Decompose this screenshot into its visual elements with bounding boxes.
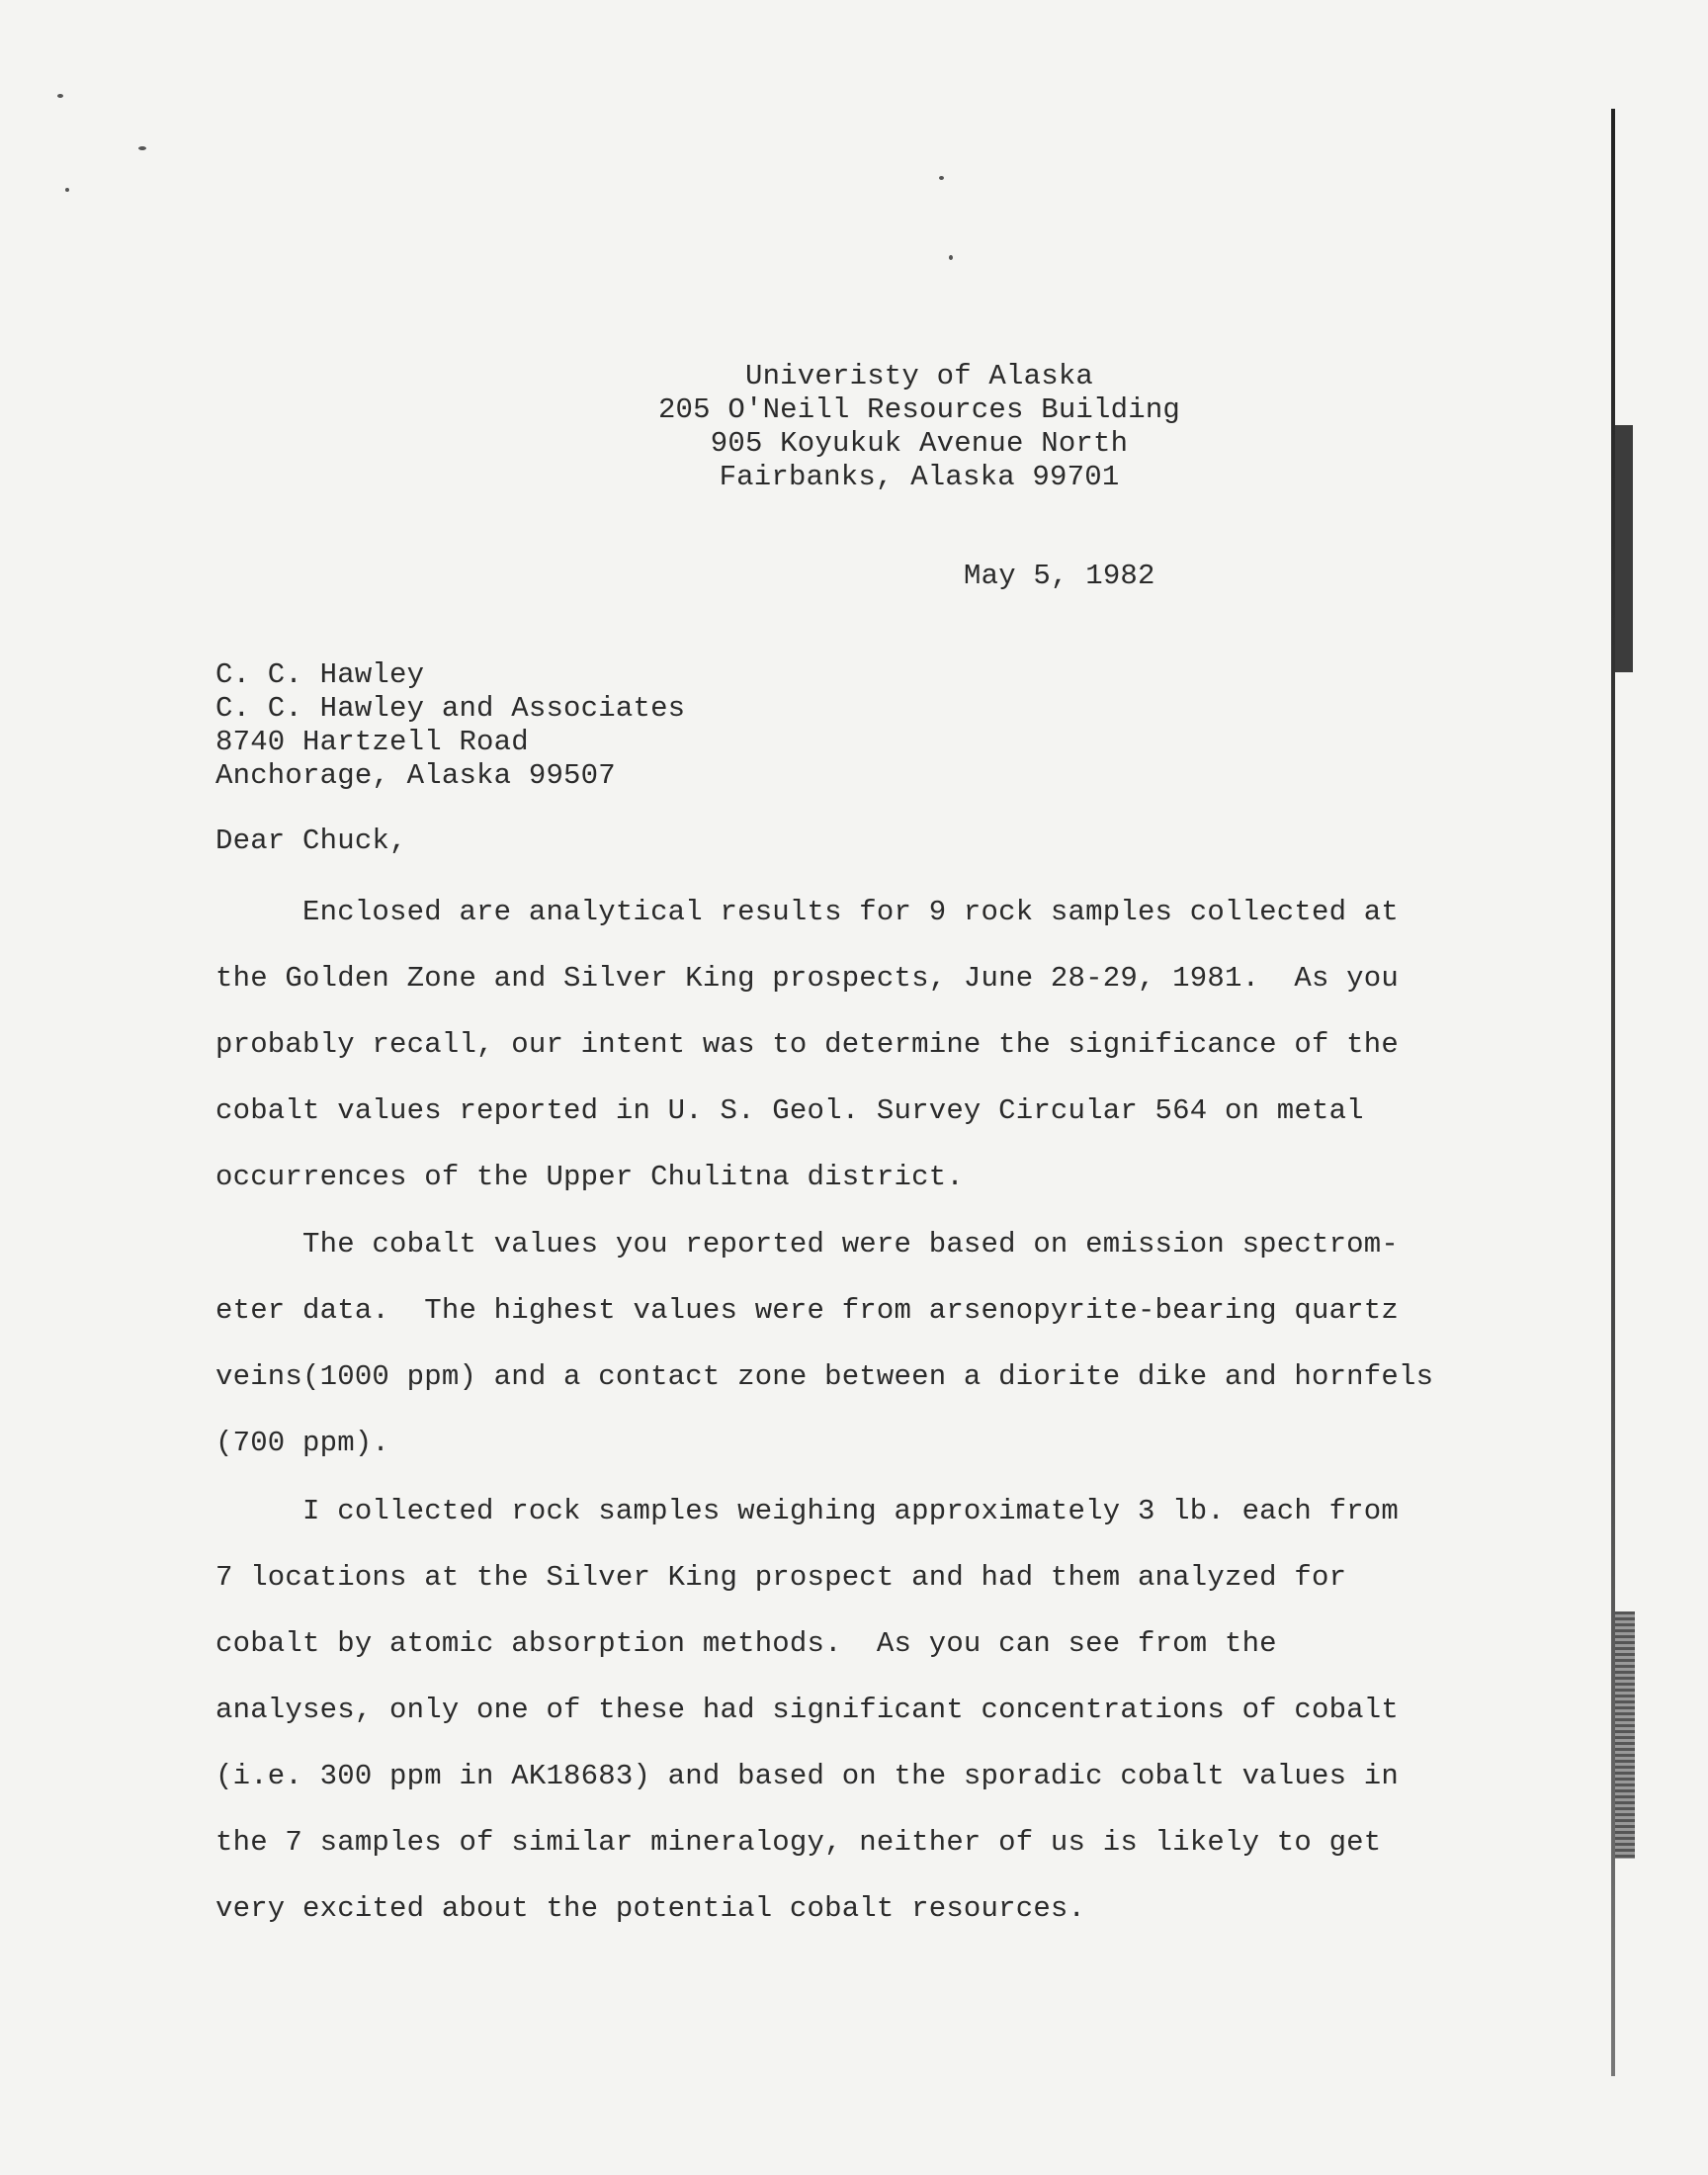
recipient-city: Anchorage, Alaska 99507 — [215, 759, 616, 792]
scan-edge-mark — [1615, 425, 1633, 672]
letterhead-building: 205 O'Neill Resources Building — [657, 393, 1181, 426]
scan-speck — [138, 146, 146, 150]
letterhead-institution: Univeristy of Alaska — [744, 360, 1094, 392]
recipient-name: C. C. Hawley — [215, 658, 425, 691]
body-line: veins(1000 ppm) and a contact zone between a diorite dike and hornfels — [215, 1360, 1434, 1393]
letterhead-city: Fairbanks, Alaska 99701 — [719, 461, 1120, 493]
body-line: very excited about the potential cobalt resources. — [215, 1892, 1086, 1925]
body-line: Enclosed are analytical results for 9 rock samples collected at — [215, 896, 1399, 928]
scan-edge-mark-lower — [1615, 1611, 1635, 1859]
body-line: 7 locations at the Silver King prospect and had them analyzed for — [215, 1561, 1347, 1594]
body-line: cobalt values reported in U. S. Geol. Survey Circular 564 on metal — [215, 1094, 1364, 1127]
scan-speck — [57, 94, 63, 98]
body-line: analyses, only one of these had significant concentrations of cobalt — [215, 1694, 1399, 1726]
body-line: (i.e. 300 ppm in AK18683) and based on the sporadic cobalt values in — [215, 1760, 1399, 1792]
body-line: cobalt by atomic absorption methods. As you can see from the — [215, 1627, 1277, 1660]
letterhead-street: 905 Koyukuk Avenue North — [710, 427, 1129, 460]
scan-speck — [949, 255, 953, 260]
body-line: (700 ppm). — [215, 1427, 390, 1459]
body-line: the 7 samples of similar mineralogy, neither of us is likely to get — [215, 1826, 1382, 1859]
body-line: The cobalt values you reported were based on emission spectrom- — [215, 1228, 1399, 1261]
scan-speck — [65, 188, 69, 192]
letter-date: May 5, 1982 — [964, 560, 1155, 592]
recipient-company: C. C. Hawley and Associates — [215, 692, 686, 725]
salutation: Dear Chuck, — [215, 825, 407, 857]
body-line: the Golden Zone and Silver King prospects, June 28-29, 1981. As you — [215, 962, 1399, 995]
body-line: I collected rock samples weighing approximately 3 lb. each from — [215, 1495, 1399, 1527]
body-line: probably recall, our intent was to determine the significance of the — [215, 1028, 1399, 1061]
scan-speck — [939, 176, 944, 180]
recipient-street: 8740 Hartzell Road — [215, 726, 529, 758]
body-line: eter data. The highest values were from arsenopyrite-bearing quartz — [215, 1294, 1399, 1327]
body-line: occurrences of the Upper Chulitna district. — [215, 1161, 964, 1193]
